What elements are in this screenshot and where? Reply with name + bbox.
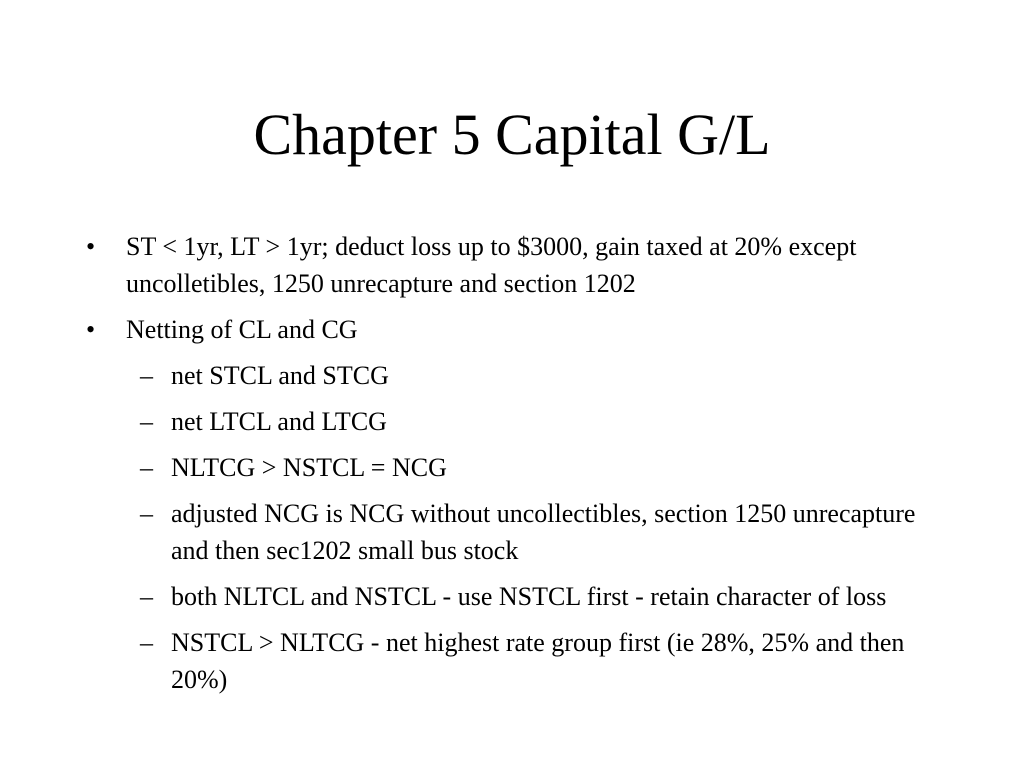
dash-marker: – (140, 361, 153, 390)
bullet-text: Netting of CL and CG (126, 315, 358, 344)
subbullet-item (0, 578, 931, 615)
subbullet-item (0, 449, 931, 486)
bullet-item (0, 311, 926, 348)
dash-marker: – (140, 499, 153, 528)
bullet-marker: • (86, 315, 96, 344)
dash-marker: – (140, 628, 153, 657)
subbullet-text: net STCL and STCG (171, 361, 389, 390)
slide-body (0, 228, 1024, 707)
dash-marker: – (140, 582, 153, 611)
dash-marker: – (140, 407, 153, 436)
bullet-text: ST < 1yr, LT > 1yr; deduct loss up to $3000, gain taxed at 20% except uncolletibles, 1250 unrecapture and section 1202 (126, 232, 857, 298)
subbullet-item (0, 403, 931, 440)
subbullet-text: NSTCL > NLTCG - net highest rate group first (ie 28%, 25% and then 20%) (171, 628, 905, 694)
subbullet-item (0, 624, 931, 698)
bullet-item (0, 228, 926, 302)
slide-title: Chapter 5 Capital G/L (253, 102, 771, 167)
subbullet-text: net LTCL and LTCG (171, 407, 387, 436)
subbullet-item (0, 357, 931, 394)
dash-marker: – (140, 453, 153, 482)
subbullet-text: adjusted NCG is NCG without uncollectibles, section 1250 unrecapture and then sec1202 small bus stock (171, 499, 916, 565)
bullet-marker: • (86, 232, 96, 261)
subbullet-text: both NLTCL and NSTCL - use NSTCL first - retain character of loss (171, 582, 887, 611)
subbullet-item (0, 495, 931, 569)
subbullet-text: NLTCG > NSTCL = NCG (171, 453, 447, 482)
